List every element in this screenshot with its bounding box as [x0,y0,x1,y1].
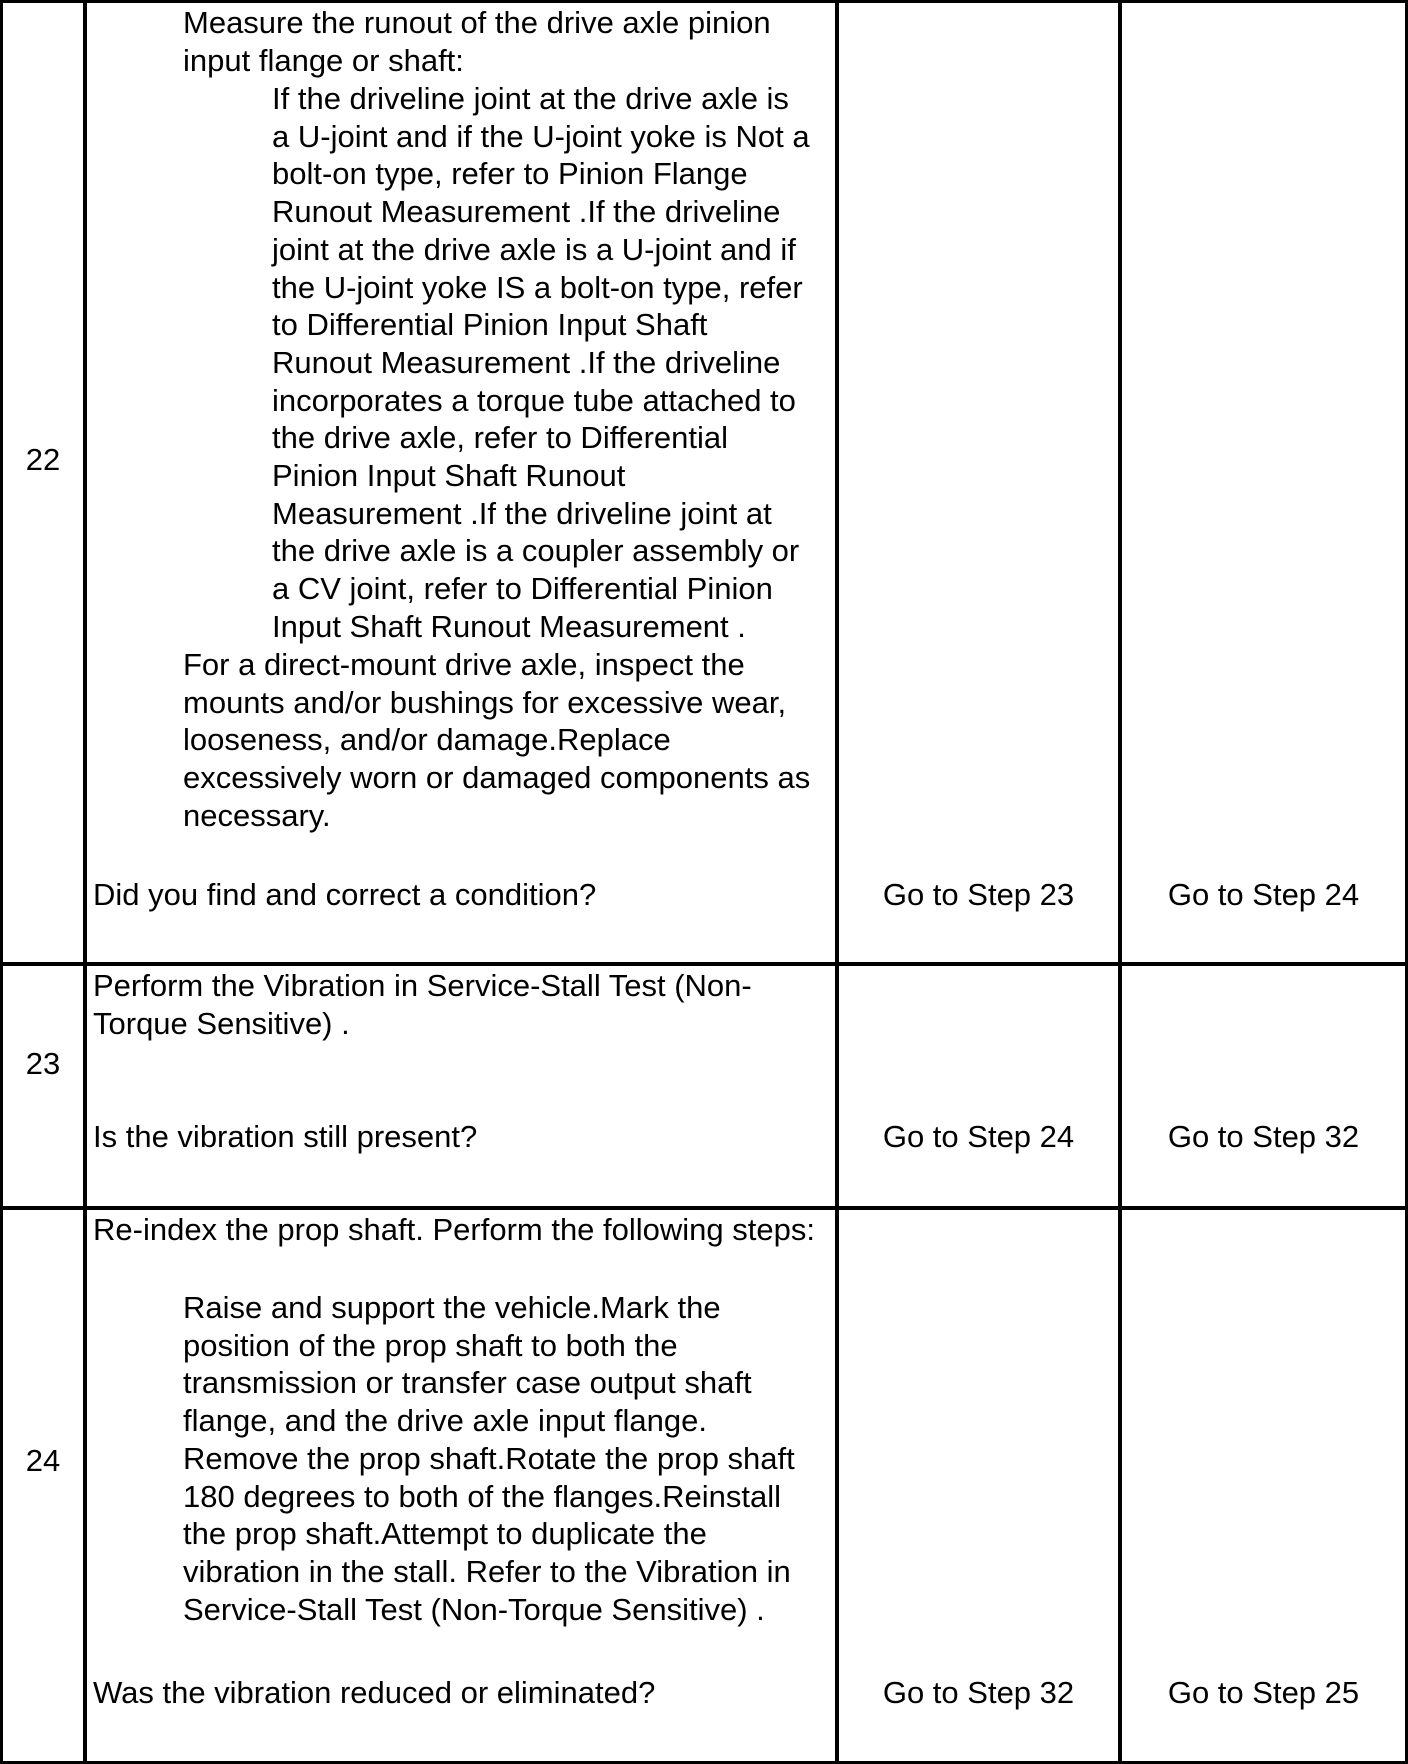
yes-answer: Go to Step 32 [882,1675,1075,1710]
step-question: Is the vibration still present? [93,1119,478,1154]
step-number: 23 [25,1046,61,1081]
yes-answer: Go to Step 23 [882,877,1075,912]
step-instruction: Re-index the prop shaft. Perform the following steps: [93,1212,815,1247]
step-detail: If the driveline joint at the drive axle is a U-joint and if the U-joint yoke is Not a bolt-on type, refer to Pinion Flange Runout Measurement .If the driveline joint at the drive axle is a U-joint and if the U-joint yoke IS a bolt-on type, refer to Differential Pinion Input Shaft Runout Measurement .If the driveline incorporates a torque tube attached to the drive axle, refer to Differential Pinion Input Shaft Runout Measurement .If the driveline joint at the drive axle is a coupler assembly or a CV joint, refer to Differential Pinion Input Shaft Runout Measurement . [272,81,810,644]
step-number: 22 [25,442,61,477]
step-instruction: Measure the runout of the drive axle pinion input flange or shaft: [183,5,771,78]
step-followup: For a direct-mount drive axle, inspect the mounts and/or bushings for excessive wear, looseness, and/or damage.Replace excessively worn or damaged components as necessary. [183,647,811,833]
step-instruction: Perform the Vibration in Service-Stall Test (Non- Torque Sensitive) . [93,968,752,1041]
table-row [0,1210,1408,1761]
step-number: 24 [25,1443,61,1478]
step-question: Was the vibration reduced or eliminated? [93,1675,656,1710]
no-answer: Go to Step 32 [1167,1119,1360,1154]
no-answer: Go to Step 24 [1167,877,1360,912]
table-row [0,966,1408,1206]
step-detail: Raise and support the vehicle.Mark the position of the prop shaft to both the transmission or transfer case output shaft flange, and the drive axle input flange. Remove the prop shaft.Rotate the prop shaft 180 degrees to both of the flanges.Reinstall the prop shaft.Attempt to duplicate the vibration in the stall. Refer to the Vibration in Service-Stall Test (Non-Torque Sensitive) . [183,1290,795,1627]
step-question: Did you find and correct a condition? [93,877,597,912]
yes-answer: Go to Step 24 [882,1119,1075,1154]
no-answer: Go to Step 25 [1167,1675,1360,1710]
